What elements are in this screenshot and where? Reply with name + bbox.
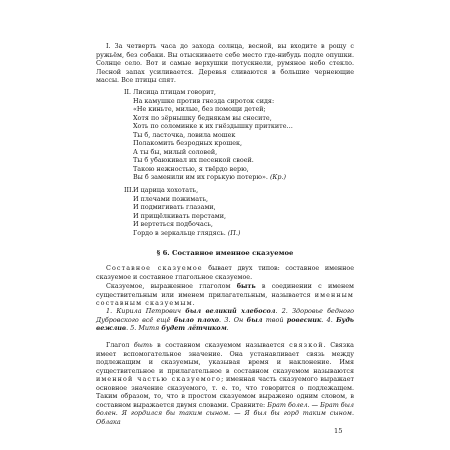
exercise-number: III. [124,186,134,194]
poem-line: На камушке против гнезда сироток сидя: [133,96,275,105]
copula-paragraph [96,341,354,426]
italic-term: быть [133,341,153,349]
poem-source: (П.) [225,228,241,237]
example-text: . 5. Митя [126,324,162,332]
example-text: . 3. Он [219,315,247,324]
poem-line [124,186,352,195]
poem-pushkin [124,186,352,237]
example-text: 1. Кирила Петрович [106,307,186,315]
bold-term: быть [236,282,256,290]
poem-line: А ты бы, милый соловей, [133,147,218,156]
term-spaced: именным составным сказуемым [96,290,354,307]
poem-line: Ты б убаюкивал их песенкой своей. [133,156,254,164]
poem-line: И плечами пожимать, [133,194,209,203]
italic-examples: Брат болел. — Брат был болен. Я гордился бы таким сыном. — Я был бы горд таким сыном. Облака [96,400,354,426]
examples-paragraph [96,307,354,333]
text-span: в составном сказуемом называется [152,341,290,349]
poem-line: Хотя по зёрнышку беднякам вы снесите, [133,113,272,122]
exercise-number: II. [124,88,132,96]
example-text: твой [262,315,287,324]
text-span: в соединении с именем существительным или именем прилагательным, называется [96,282,354,299]
example-text: . 2. Здоровье бедного Дубровского всё ещё [96,307,354,324]
poem-line: И прищёлкивать перстами, [133,211,227,220]
poem-source: (Кр.) [267,173,286,181]
example-predicate: ровесник [286,315,322,324]
poem-line: И подмигивать глазами, [133,203,216,211]
term-spaced: Составное сказуемое [106,264,203,272]
poem-line-text: И царица хохотать, [133,186,199,194]
poem-line: Такою нежностью, я твёрдо верю, [133,164,249,173]
poem-line: Ты б, ласточка, ловила мошек [133,130,236,139]
example-text: . 4. [321,315,337,324]
text-span: . Связка имеет вспомогательное значение. Она устанавливает связь между подлежащим и сказуемым, указывая время и наклонение. Имя существительное и прилагательное в составном сказуемом называются [96,341,354,375]
example-predicate: был [246,315,263,324]
example-predicate: Будь вежлив [96,315,355,332]
term-spaced: именной частью сказуемого [96,375,222,383]
example-predicate: будет лётчиком [161,324,227,332]
poem-line: Полакомить безродных крошек, [133,139,243,147]
page-number: 15 [334,427,343,435]
text-span: ; именная часть сказуемого выражает основное значение сказуемого, т. е. то, что говорится о подлежащем. Таким образом, то, что в простом сказуемом выражено одним словом, в составном выражается двумя словами. Сравните: [96,375,355,409]
poem-line: Хоть по соломинке к их гнёздышку притките… [133,122,293,130]
poem-krylov [124,88,352,182]
section-heading: § 6. Составное именное сказуемое [156,249,294,257]
text-span: Сказуемое, выраженное глаголом [106,282,237,290]
text-span: . [192,299,195,307]
term-spaced: связкой [289,341,324,349]
definition-paragraph [96,264,354,281]
poem-line-text: Лисица птицам говорит, [133,88,216,96]
definition-text: бывает двух типов: составное именное сказуемое и составное глагольное сказуемое. [96,264,354,281]
example-predicate: было плохо [173,315,220,324]
poem-line: Гордо в зеркальце глядясь. (П.) [133,228,241,237]
book-page [96,0,354,450]
example-predicate: был великий хлебосол [185,307,276,315]
text-span: Глагол [106,341,134,349]
poem-line: Вы б заменили им их горькую потерю». (Кр.) [133,173,286,181]
poem-line: И вертеться подбочась, [133,220,213,228]
nominal-predicate-paragraph [96,282,354,308]
poem-line [124,88,352,97]
poem-line: «Не киньте, милые, без помощи детей; [133,105,266,113]
exercise-paragraph-1: I. За четверть часа до захода солнца, весной, вы входите в рощу с ружьём, без собаки. Вы отыскиваете себе место где-нибудь подле опушки. Солнце село. Вот и самые верхушки потускнели, румяное небо стекло. Лесной запах усиливается. Деревья сливаются в большие чернеющие массы. Все птицы спят. [96,42,354,84]
example-text: . [226,324,229,332]
